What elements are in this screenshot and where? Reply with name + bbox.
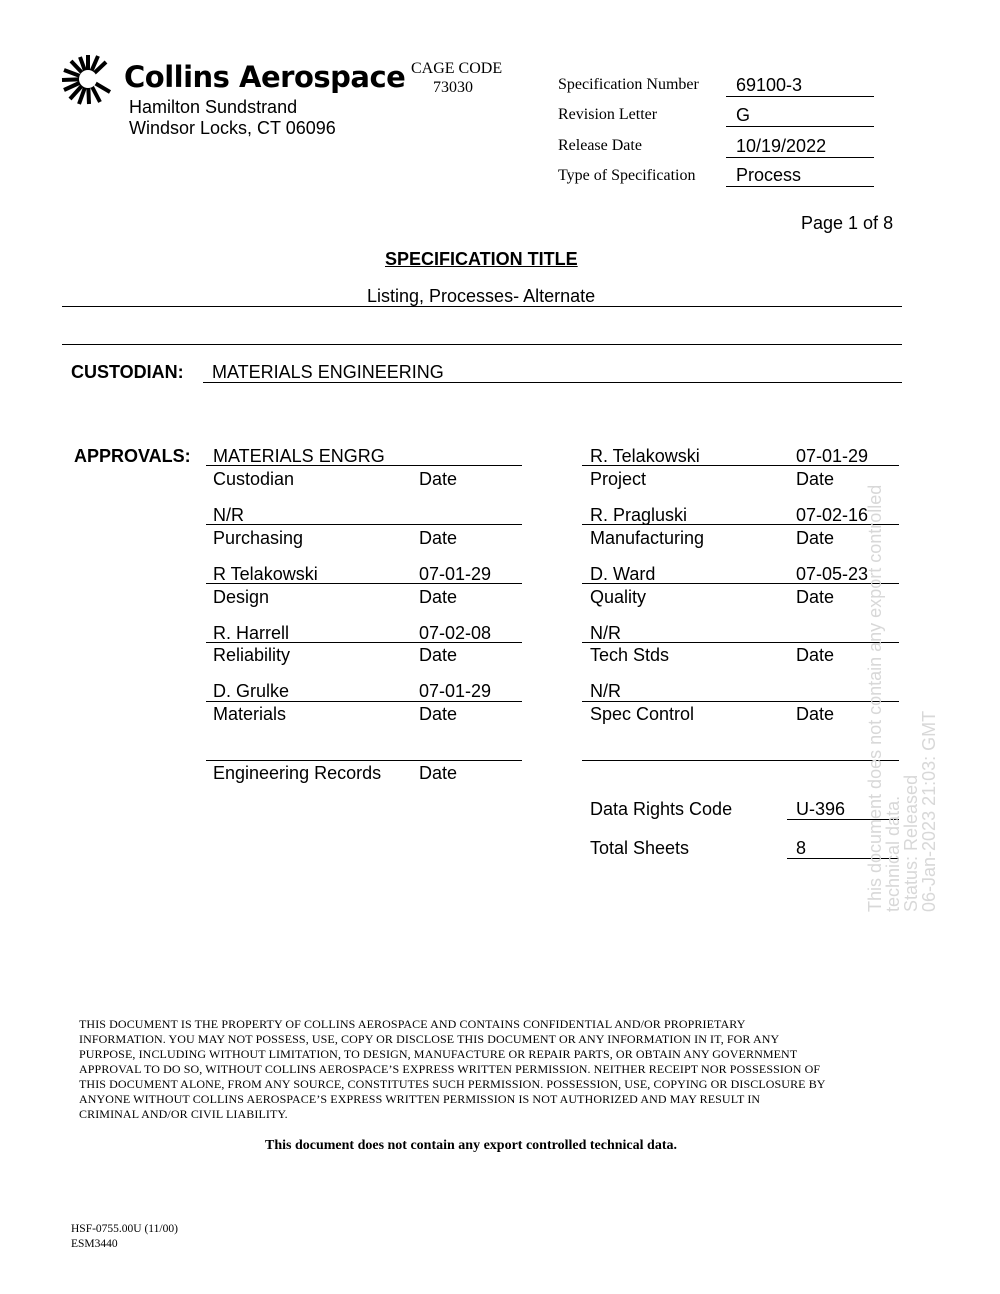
approval-date: 07-01-29 — [419, 681, 492, 701]
approval-role: Project — [590, 469, 647, 489]
data-rights-label: Data Rights Code — [590, 799, 733, 819]
signature-line — [206, 583, 522, 584]
signature-line — [206, 701, 522, 702]
signature-line — [582, 760, 899, 761]
signature-line — [582, 583, 899, 584]
approval-role: Custodian — [213, 469, 295, 489]
approval-role: Manufacturing — [590, 528, 705, 548]
notice-line: PURPOSE, INCLUDING WITHOUT LIMITATION, TO DESIGN, MANUFACTURE OR REPAIR PARTS, OR OBTAIN ANY GOVERNMENT — [79, 1047, 798, 1061]
approval-date: 07-02-16 — [796, 505, 869, 525]
division-name: Hamilton Sundstrand — [129, 97, 298, 117]
approval-name: R. Pragluski — [590, 505, 688, 525]
approval-role: Tech Stds — [590, 645, 670, 665]
approval-role: Design — [213, 587, 270, 607]
division-location: Windsor Locks, CT 06096 — [129, 118, 336, 138]
signature-line — [206, 524, 522, 525]
form-number: HSF-0755.00U (11/00) — [71, 1223, 178, 1235]
approval-date-label: Date — [419, 587, 458, 607]
approval-date: 07-01-29 — [419, 564, 492, 584]
title-rule — [62, 306, 902, 307]
approval-date-label: Date — [796, 469, 835, 489]
total-sheets-label: Total Sheets — [590, 838, 690, 858]
approval-date-label: Date — [419, 763, 458, 783]
cage-code-label: CAGE CODE — [411, 60, 503, 77]
signature-line — [206, 760, 522, 761]
custodian-label: CUSTODIAN: — [71, 362, 184, 382]
approval-role: Purchasing — [213, 528, 304, 548]
watermark-line: 06-Jan-2023 21:03: GMT — [919, 710, 939, 912]
export-notice: This document does not contain any export controlled technical data. — [265, 1138, 677, 1153]
approval-date-label: Date — [419, 469, 458, 489]
approval-name: D. Grulke — [213, 681, 290, 701]
approval-date: 07-05-23 — [796, 564, 869, 584]
notice-line: THIS DOCUMENT ALONE, FROM ANY SOURCE, CONSTITUTES SUCH PERMISSION. POSSESSION, USE, COPYING OR DISCLOSURE BY — [79, 1077, 826, 1091]
approval-name: R. Harrell — [213, 623, 290, 643]
approval-name: R Telakowski — [213, 564, 318, 584]
approval-date-label: Date — [796, 645, 835, 665]
cage-code-value: 73030 — [433, 79, 473, 96]
notice-line: ANYONE WITHOUT COLLINS AEROSPACE’S EXPRESS WRITTEN PERMISSION IS NOT AUTHORIZED AND MAY RESULT IN — [79, 1092, 761, 1106]
spec-type-label: Type of Specification — [558, 167, 696, 184]
approval-date-label: Date — [419, 645, 458, 665]
signature-line — [582, 524, 899, 525]
approval-date-label: Date — [796, 704, 835, 724]
spec-number-label: Specification Number — [558, 76, 699, 93]
notice-line: CRIMINAL AND/OR CIVIL LIABILITY. — [79, 1107, 288, 1121]
spec-type-value: Process — [726, 164, 874, 187]
revision-letter-label: Revision Letter — [558, 106, 658, 123]
revision-letter-value: G — [726, 104, 874, 127]
approval-name: R. Telakowski — [590, 446, 700, 466]
approval-name: N/R — [213, 505, 244, 525]
signature-line — [582, 701, 899, 702]
notice-line: APPROVAL TO DO SO, WITHOUT COLLINS AEROSPACE’S EXPRESS WRITTEN PERMISSION. NEITHER RECEIPT NOR POSSESSION OF — [79, 1062, 821, 1076]
company-name: Collins Aerospace — [124, 60, 406, 94]
watermark-line: This document does not contain any export controlled — [865, 484, 885, 912]
approval-role: Engineering Records — [213, 763, 382, 783]
approval-role: Quality — [590, 587, 647, 607]
approval-role: Spec Control — [590, 704, 695, 724]
data-rights-value: U-396 — [796, 799, 846, 819]
esm-number: ESM3440 — [71, 1238, 118, 1250]
custodian-value: MATERIALS ENGINEERING — [212, 362, 444, 382]
approval-date: 07-02-08 — [419, 623, 492, 643]
total-sheets-value: 8 — [796, 838, 807, 858]
notice-line: THIS DOCUMENT IS THE PROPERTY OF COLLINS AEROSPACE AND CONTAINS CONFIDENTIAL AND/OR PROPRIETARY — [79, 1017, 746, 1031]
approval-date: 07-01-29 — [796, 446, 869, 466]
approval-date-label: Date — [419, 528, 458, 548]
approval-name: N/R — [590, 623, 621, 643]
release-date-value: 10/19/2022 — [726, 135, 874, 158]
spec-number-value: 69100-3 — [726, 74, 874, 97]
watermark-line: Status: Released — [901, 774, 921, 912]
custodian-rule — [203, 382, 902, 383]
watermark-line: technical data. — [883, 795, 903, 912]
spec-title: Listing, Processes- Alternate — [367, 286, 596, 306]
approval-name: D. Ward — [590, 564, 656, 584]
approval-name: MATERIALS ENGRG — [213, 446, 385, 466]
blank-title-rule — [62, 344, 902, 345]
title-heading: SPECIFICATION TITLE — [385, 249, 578, 269]
approval-date-label: Date — [419, 704, 458, 724]
signature-line — [206, 465, 522, 466]
page-indicator: Page 1 of 8 — [801, 213, 894, 233]
approval-date-label: Date — [796, 528, 835, 548]
approval-role: Reliability — [213, 645, 291, 665]
approval-name: N/R — [590, 681, 621, 701]
proprietary-notice — [79, 1017, 826, 1122]
release-date-label: Release Date — [558, 137, 642, 154]
approvals-label: APPROVALS: — [74, 446, 191, 466]
notice-line: INFORMATION. YOU MAY NOT POSSESS, USE, COPY OR DISCLOSE THIS DOCUMENT OR ANY INFORMATION IN IT, FOR ANY — [79, 1032, 780, 1046]
approval-role: Materials — [213, 704, 287, 724]
release-watermark — [866, 485, 938, 912]
approval-date-label: Date — [796, 587, 835, 607]
signature-line — [582, 642, 899, 643]
signature-line — [206, 642, 522, 643]
signature-line — [582, 465, 899, 466]
collins-starburst-icon — [60, 52, 116, 106]
